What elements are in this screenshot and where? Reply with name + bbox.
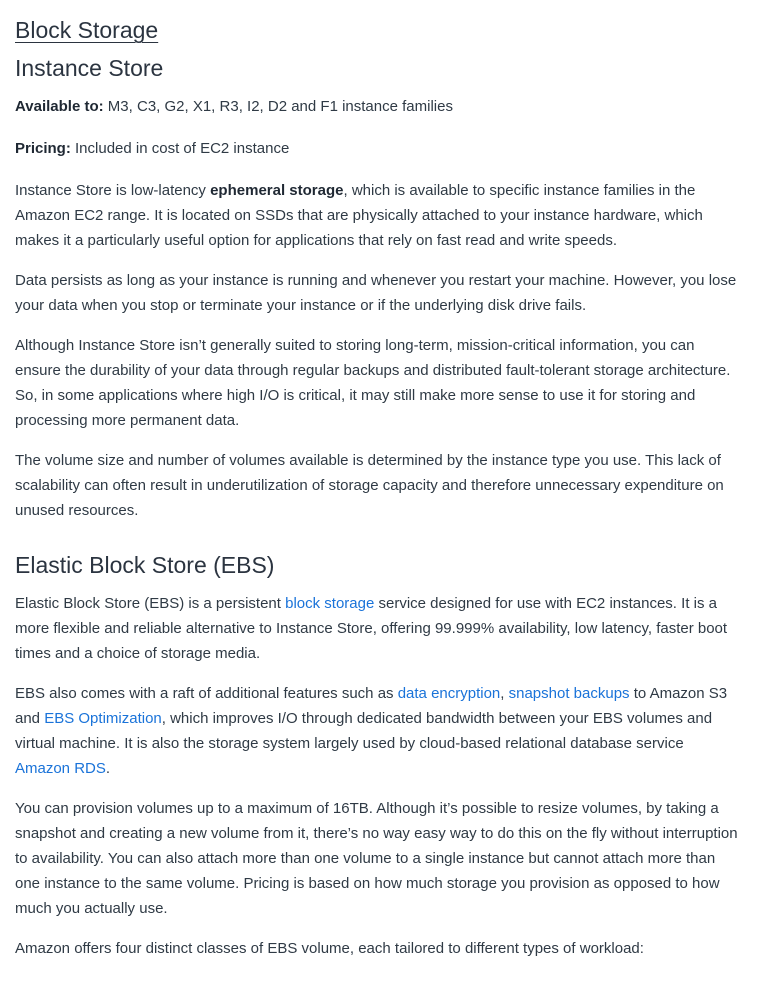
ebs-paragraph-3: You can provision volumes up to a maximum of 16TB. Although it’s possible to resize volumes, by taking a snapshot and creating a new volume from it, there’s no way easy way to do this on the fly without interruption to availability. You can also attach more than one volume to a single instance but cannot attach more than one instance to the same volume. Pricing is based on how much storage you provision as opposed to how much you actually use. — [15, 800, 738, 917]
available-label: Available to: — [15, 98, 104, 115]
available-value: M3, C3, G2, X1, R3, I2, D2 and F1 instance families — [103, 98, 453, 115]
ebs-paragraph-2: EBS also comes with a raft of additional features such as data encryption, snapshot backups to Amazon S3 and EBS Optimization, which improves I/O through dedicated bandwidth between your EBS volumes and virtual machine. It is also the storage system largely used by cloud-based relational database service Amazon RDS. — [15, 685, 728, 777]
pricing-value: Included in cost of EC2 instance — [70, 140, 290, 157]
data-encryption-link[interactable]: data encryption — [397, 685, 501, 702]
instance-store-paragraph-4: The volume size and number of volumes available is determined by the instance type you use. This lack of scalability can often result in underutilization of storage capacity and therefore unnecessary expenditure on unused resources. — [15, 452, 724, 519]
instance-store-paragraph-2: Data persists as long as your instance is running and whenever you restart your machine. However, you lose your data when you stop or terminate your instance or if the underlying disk drive fails. — [15, 272, 737, 314]
ebs-optimization-link[interactable]: EBS Optimization — [44, 710, 162, 727]
ephemeral-storage-emphasis: ephemeral storage — [210, 182, 344, 199]
instance-store-paragraph-1: Instance Store is low-latency ephemeral storage, which is available to specific instance families in the Amazon EC2 range. It is located on SSDs that are physically attached to your instance hardware, which makes it a particularly useful option for applications that rely on fast read and write speeds. — [15, 182, 703, 249]
instance-store-paragraph-3: Although Instance Store isn’t generally suited to storing long-term, mission-critical information, you can ensure the durability of your data through regular backups and distributed fault-tolerant storage architecture. So, in some applications where high I/O is critical, it may still make more sense to use it for storing and processing more permanent data. — [15, 337, 731, 429]
availability-line — [15, 94, 740, 119]
ebs-paragraph-1: Elastic Block Store (EBS) is a persistent block storage service designed for use with EC2 instances. It is a more flexible and reliable alternative to Instance Store, offering 99.999% availability, low latency, faster boot times and a choice of storage media. — [15, 595, 728, 662]
pricing-label: Pricing: — [15, 140, 71, 157]
pricing-line — [15, 136, 740, 161]
ebs-heading: Elastic Block Store (EBS) — [15, 552, 275, 578]
section-title: Block Storage — [15, 17, 159, 43]
block-storage-link[interactable]: block storage — [285, 595, 375, 612]
ebs-paragraph-4: Amazon offers four distinct classes of EBS volume, each tailored to different types of workload: — [15, 940, 644, 957]
snapshot-backups-link[interactable]: snapshot backups — [508, 685, 630, 702]
instance-store-heading: Instance Store — [15, 55, 164, 81]
amazon-rds-link[interactable]: Amazon RDS — [15, 760, 106, 777]
